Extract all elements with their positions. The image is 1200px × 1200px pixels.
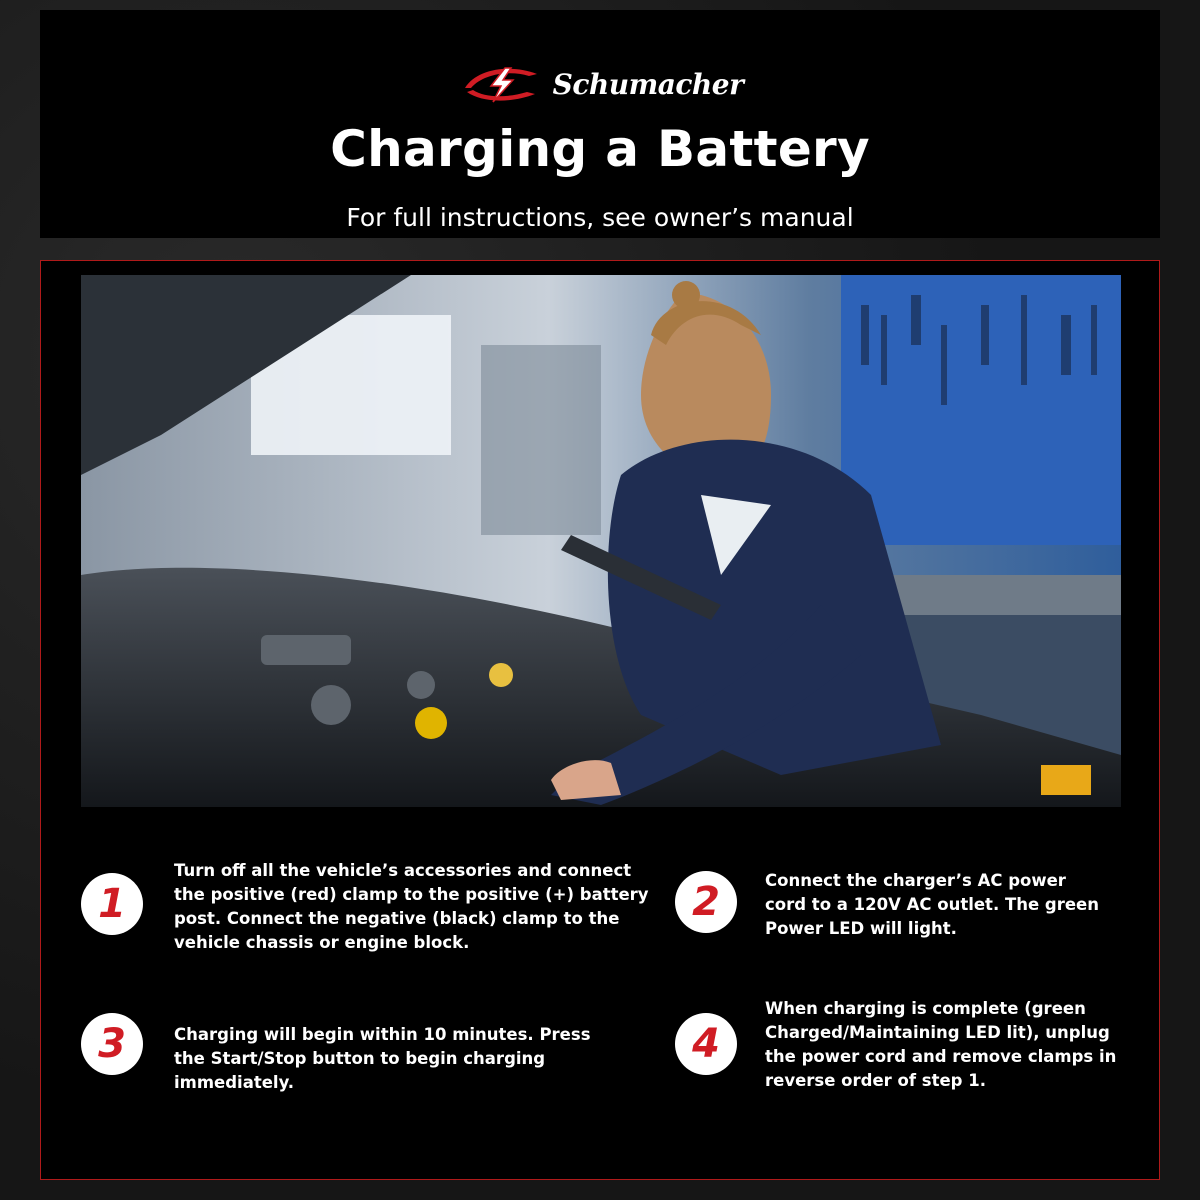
- step-number: 1: [98, 881, 126, 927]
- mechanic-photo: [81, 275, 1121, 807]
- step-1-badge: [81, 873, 143, 935]
- step-text: Charging will begin within 10 minutes. Press the Start/Stop button to begin charging immediately.: [174, 1025, 591, 1092]
- step-3-badge: [81, 1013, 143, 1075]
- brand-name: Schumacher: [552, 67, 744, 101]
- step-text: Connect the charger’s AC power cord to a 120V AC outlet. The green Power LED will light.: [765, 871, 1099, 938]
- brand-logo: [40, 60, 1160, 108]
- step-2-badge: [675, 871, 737, 933]
- mechanic-photo-illustration: [81, 275, 1121, 807]
- page-title: Charging a Battery: [330, 120, 870, 178]
- header: [40, 10, 1160, 238]
- step-4-badge: [675, 1013, 737, 1075]
- step-text: When charging is complete (green Charged/Maintaining LED lit), unplug the power cord and remove clamps in reverse order of step 1.: [765, 999, 1117, 1090]
- step-text: Turn off all the vehicle’s accessories and connect the positive (red) clamp to the positive (+) battery post. Connect the negative (black) clamp to the vehicle chassis or engine block.: [174, 861, 649, 952]
- step-number: 3: [98, 1021, 126, 1067]
- step-number: 4: [692, 1021, 720, 1067]
- page-subtitle: For full instructions, see owner’s manual: [346, 203, 854, 232]
- lightning-logo-icon: [457, 62, 547, 106]
- instructions-panel: [40, 260, 1160, 1180]
- step-number: 2: [692, 879, 720, 925]
